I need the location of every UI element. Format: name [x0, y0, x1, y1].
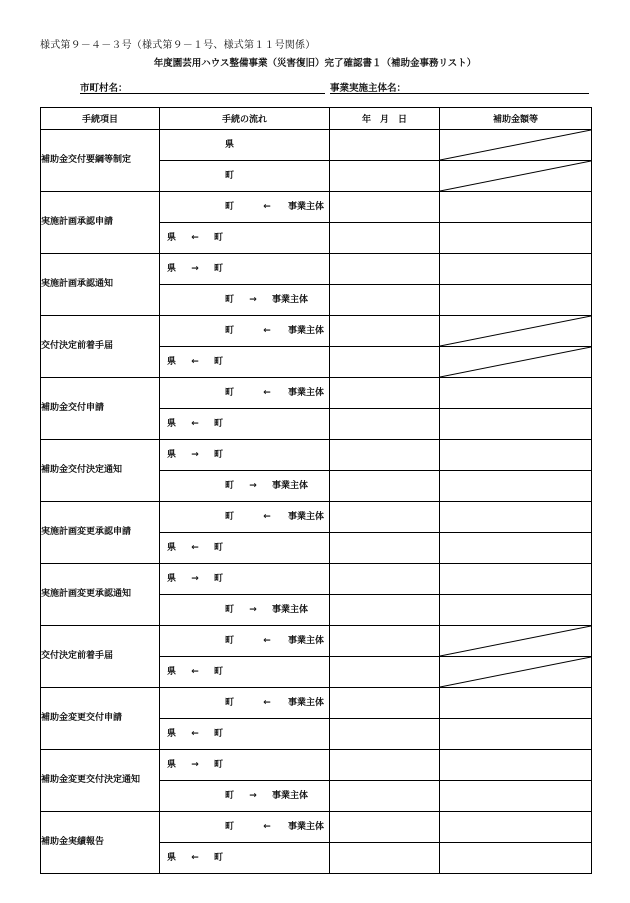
date-cell[interactable] — [330, 192, 440, 223]
date-cell[interactable] — [330, 316, 440, 347]
procedure-item-cell: 実施計画承認通知 — [41, 254, 160, 316]
flow-step — [167, 223, 223, 253]
flow-to: 事業主体 — [288, 698, 325, 708]
table-row — [41, 626, 592, 657]
flow-to: 事業主体 — [288, 636, 325, 646]
table-row — [41, 316, 592, 347]
flow-to: 町 — [214, 450, 224, 460]
date-cell[interactable] — [330, 626, 440, 657]
subsidy-amount-cell[interactable] — [440, 285, 592, 316]
date-cell[interactable] — [330, 254, 440, 285]
arrow-left-icon: ← — [191, 667, 199, 677]
flow-step — [167, 409, 223, 439]
flow-from: 県 — [167, 853, 177, 863]
procedure-flow-cell — [160, 595, 330, 626]
flow-step — [225, 471, 308, 501]
flow-step — [225, 192, 324, 222]
subsidy-amount-cell[interactable] — [440, 843, 592, 874]
flow-step — [225, 378, 324, 408]
table-row — [41, 688, 592, 719]
flow-to: 事業主体 — [272, 295, 309, 305]
subsidy-amount-cell-struck — [440, 161, 592, 192]
date-cell[interactable] — [330, 750, 440, 781]
header-procedure-item: 手続項目 — [41, 108, 160, 130]
arrow-left-icon: ← — [191, 853, 199, 863]
subsidy-amount-cell[interactable] — [440, 595, 592, 626]
table-row — [41, 502, 592, 533]
procedure-flow-cell — [160, 378, 330, 409]
flow-from: 県 — [167, 264, 177, 274]
procedure-flow-cell — [160, 626, 330, 657]
procedure-item-cell: 補助金交付要綱等制定 — [41, 130, 160, 192]
procedure-item-cell: 実施計画承認申請 — [41, 192, 160, 254]
procedure-item-cell: 実施計画変更承認通知 — [41, 564, 160, 626]
procedure-item-cell: 補助金交付決定通知 — [41, 440, 160, 502]
flow-step — [225, 626, 324, 656]
flow-from: 町 — [225, 295, 235, 305]
flow-step — [225, 502, 324, 532]
subsidy-amount-cell[interactable] — [440, 502, 592, 533]
procedure-flow-cell — [160, 223, 330, 254]
table-row — [41, 254, 592, 285]
diagonal-strike-line — [440, 626, 591, 656]
flow-to: 事業主体 — [288, 822, 325, 832]
date-cell[interactable] — [330, 502, 440, 533]
flow-step — [225, 161, 234, 191]
procedure-flow-cell — [160, 750, 330, 781]
arrow-left-icon: ← — [191, 729, 199, 739]
table-row — [41, 378, 592, 409]
flow-from: 町 — [225, 171, 235, 181]
flow-step — [167, 657, 223, 687]
subsidy-amount-cell-struck — [440, 626, 592, 657]
flow-to: 町 — [214, 760, 224, 770]
flow-to: 事業主体 — [288, 388, 325, 398]
arrow-left-icon: ← — [191, 357, 199, 367]
flow-from: 県 — [167, 233, 177, 243]
flow-step — [167, 254, 223, 284]
flow-from: 県 — [167, 760, 177, 770]
implementer-underline — [330, 93, 589, 94]
flow-step — [225, 130, 234, 160]
document-title: 年度園芸用ハウス整備事業（災害復旧）完了確認書１（補助金事務リスト） — [153, 58, 477, 69]
arrow-left-icon: ← — [263, 636, 271, 646]
flow-to: 町 — [214, 729, 224, 739]
subsidy-amount-cell[interactable] — [440, 254, 592, 285]
procedure-table-body — [41, 130, 592, 874]
flow-from: 町 — [225, 636, 235, 646]
subsidy-amount-cell-struck — [440, 316, 592, 347]
flow-to: 町 — [214, 233, 224, 243]
header-procedure-flow: 手続の流れ — [160, 108, 330, 130]
flow-step — [225, 688, 324, 718]
flow-from: 県 — [167, 667, 177, 677]
arrow-right-icon: → — [191, 450, 199, 460]
subsidy-amount-cell[interactable] — [440, 688, 592, 719]
flow-to: 町 — [214, 419, 224, 429]
procedure-item-cell: 補助金交付申請 — [41, 378, 160, 440]
flow-step — [167, 750, 223, 780]
subsidy-amount-cell[interactable] — [440, 192, 592, 223]
arrow-right-icon: → — [249, 295, 257, 305]
table-row — [41, 440, 592, 471]
arrow-left-icon: ← — [263, 202, 271, 212]
procedure-flow-cell — [160, 502, 330, 533]
flow-to: 町 — [214, 667, 224, 677]
date-cell[interactable] — [330, 347, 440, 378]
date-cell[interactable] — [330, 688, 440, 719]
date-cell[interactable] — [330, 533, 440, 564]
flow-to: 事業主体 — [272, 481, 309, 491]
arrow-left-icon: ← — [263, 326, 271, 336]
subsidy-amount-cell[interactable] — [440, 440, 592, 471]
arrow-left-icon: ← — [263, 698, 271, 708]
flow-step — [225, 316, 324, 346]
table-row — [41, 564, 592, 595]
arrow-right-icon: → — [249, 481, 257, 491]
flow-to: 町 — [214, 574, 224, 584]
flow-to: 事業主体 — [272, 791, 309, 801]
flow-from: 県 — [167, 729, 177, 739]
diagonal-strike-line — [440, 347, 591, 377]
procedure-flow-cell — [160, 285, 330, 316]
procedure-flow-cell — [160, 161, 330, 192]
date-cell[interactable] — [330, 781, 440, 812]
flow-to: 事業主体 — [272, 605, 309, 615]
date-cell[interactable] — [330, 409, 440, 440]
flow-step — [225, 781, 308, 811]
flow-step — [225, 595, 308, 625]
diagonal-strike-line — [440, 161, 591, 191]
procedure-flow-cell — [160, 347, 330, 378]
table-row — [41, 750, 592, 781]
subsidy-amount-cell[interactable] — [440, 223, 592, 254]
arrow-right-icon: → — [191, 760, 199, 770]
date-cell[interactable] — [330, 378, 440, 409]
flow-from: 県 — [167, 574, 177, 584]
procedure-item-cell: 補助金変更交付申請 — [41, 688, 160, 750]
flow-from: 町 — [225, 698, 235, 708]
arrow-left-icon: ← — [263, 512, 271, 522]
subsidy-amount-cell[interactable] — [440, 471, 592, 502]
arrow-left-icon: ← — [191, 233, 199, 243]
header-subsidy-amount: 補助金額等 — [440, 108, 592, 130]
subsidy-amount-cell[interactable] — [440, 533, 592, 564]
flow-step — [167, 843, 223, 873]
date-cell[interactable] — [330, 595, 440, 626]
procedure-item-cell: 交付決定前着手届 — [41, 626, 160, 688]
municipality-label: 市町村名： — [80, 83, 128, 94]
flow-from: 県 — [167, 419, 177, 429]
subsidy-amount-cell[interactable] — [440, 812, 592, 843]
table-row — [41, 192, 592, 223]
flow-step — [167, 719, 223, 749]
diagonal-strike-line — [440, 316, 591, 346]
subsidy-amount-cell[interactable] — [440, 750, 592, 781]
flow-from: 町 — [225, 822, 235, 832]
header-row — [41, 108, 592, 130]
flow-to: 事業主体 — [288, 326, 325, 336]
subsidy-amount-cell-struck — [440, 130, 592, 161]
procedure-flow-cell — [160, 812, 330, 843]
flow-from: 町 — [225, 326, 235, 336]
flow-to: 町 — [214, 264, 224, 274]
flow-step — [167, 533, 223, 563]
procedure-flow-cell — [160, 316, 330, 347]
flow-from: 町 — [225, 605, 235, 615]
date-cell[interactable] — [330, 471, 440, 502]
flow-step — [167, 564, 223, 594]
procedure-flow-cell — [160, 657, 330, 688]
procedure-flow-cell — [160, 781, 330, 812]
arrow-left-icon: ← — [263, 388, 271, 398]
date-cell[interactable] — [330, 812, 440, 843]
procedure-flow-cell — [160, 843, 330, 874]
date-cell[interactable] — [330, 564, 440, 595]
arrow-right-icon: → — [191, 264, 199, 274]
arrow-right-icon: → — [249, 791, 257, 801]
flow-from: 町 — [225, 202, 235, 212]
subsidy-amount-cell[interactable] — [440, 781, 592, 812]
form-number: 様式第９－４－３号（様式第９－１号、様式第１１号関係） — [40, 40, 316, 51]
arrow-left-icon: ← — [191, 419, 199, 429]
procedure-item-cell: 補助金変更交付決定通知 — [41, 750, 160, 812]
flow-to: 町 — [214, 543, 224, 553]
arrow-left-icon: ← — [263, 822, 271, 832]
date-cell[interactable] — [330, 161, 440, 192]
arrow-left-icon: ← — [191, 543, 199, 553]
diagonal-strike-line — [440, 130, 591, 160]
date-cell[interactable] — [330, 130, 440, 161]
subsidy-amount-cell[interactable] — [440, 409, 592, 440]
subsidy-amount-cell[interactable] — [440, 719, 592, 750]
procedure-flow-cell — [160, 254, 330, 285]
flow-from: 町 — [225, 388, 235, 398]
date-cell[interactable] — [330, 843, 440, 874]
procedure-flow-cell — [160, 719, 330, 750]
flow-to: 町 — [214, 853, 224, 863]
procedure-item-cell: 補助金実績報告 — [41, 812, 160, 874]
arrow-right-icon: → — [191, 574, 199, 584]
procedure-flow-cell — [160, 471, 330, 502]
header-date: 年 月 日 — [330, 108, 440, 130]
flow-from: 町 — [225, 512, 235, 522]
procedure-flow-cell — [160, 192, 330, 223]
procedure-flow-cell — [160, 533, 330, 564]
flow-from: 県 — [167, 543, 177, 553]
flow-step — [225, 285, 308, 315]
flow-from: 県 — [167, 450, 177, 460]
procedure-table — [40, 107, 592, 874]
date-cell[interactable] — [330, 657, 440, 688]
table-row — [41, 812, 592, 843]
procedure-flow-cell — [160, 688, 330, 719]
table-row — [41, 130, 592, 161]
flow-step — [225, 812, 324, 842]
flow-to: 事業主体 — [288, 202, 325, 212]
flow-from: 町 — [225, 791, 235, 801]
procedure-item-cell: 交付決定前着手届 — [41, 316, 160, 378]
date-cell[interactable] — [330, 719, 440, 750]
procedure-flow-cell — [160, 440, 330, 471]
municipality-underline — [80, 93, 325, 94]
subsidy-amount-cell[interactable] — [440, 378, 592, 409]
procedure-flow-cell — [160, 130, 330, 161]
date-cell[interactable] — [330, 440, 440, 471]
flow-from: 県 — [225, 140, 235, 150]
flow-step — [167, 440, 223, 470]
flow-to: 町 — [214, 357, 224, 367]
subsidy-amount-cell-struck — [440, 347, 592, 378]
subsidy-amount-cell-struck — [440, 657, 592, 688]
date-cell[interactable] — [330, 285, 440, 316]
flow-from: 町 — [225, 481, 235, 491]
implementer-label: 事業実施主体名： — [330, 83, 407, 94]
procedure-flow-cell — [160, 564, 330, 595]
procedure-item-cell: 実施計画変更承認申請 — [41, 502, 160, 564]
flow-to: 事業主体 — [288, 512, 325, 522]
arrow-right-icon: → — [249, 605, 257, 615]
date-cell[interactable] — [330, 223, 440, 254]
diagonal-strike-line — [440, 657, 591, 687]
subsidy-amount-cell[interactable] — [440, 564, 592, 595]
flow-from: 県 — [167, 357, 177, 367]
procedure-flow-cell — [160, 409, 330, 440]
flow-step — [167, 347, 223, 377]
